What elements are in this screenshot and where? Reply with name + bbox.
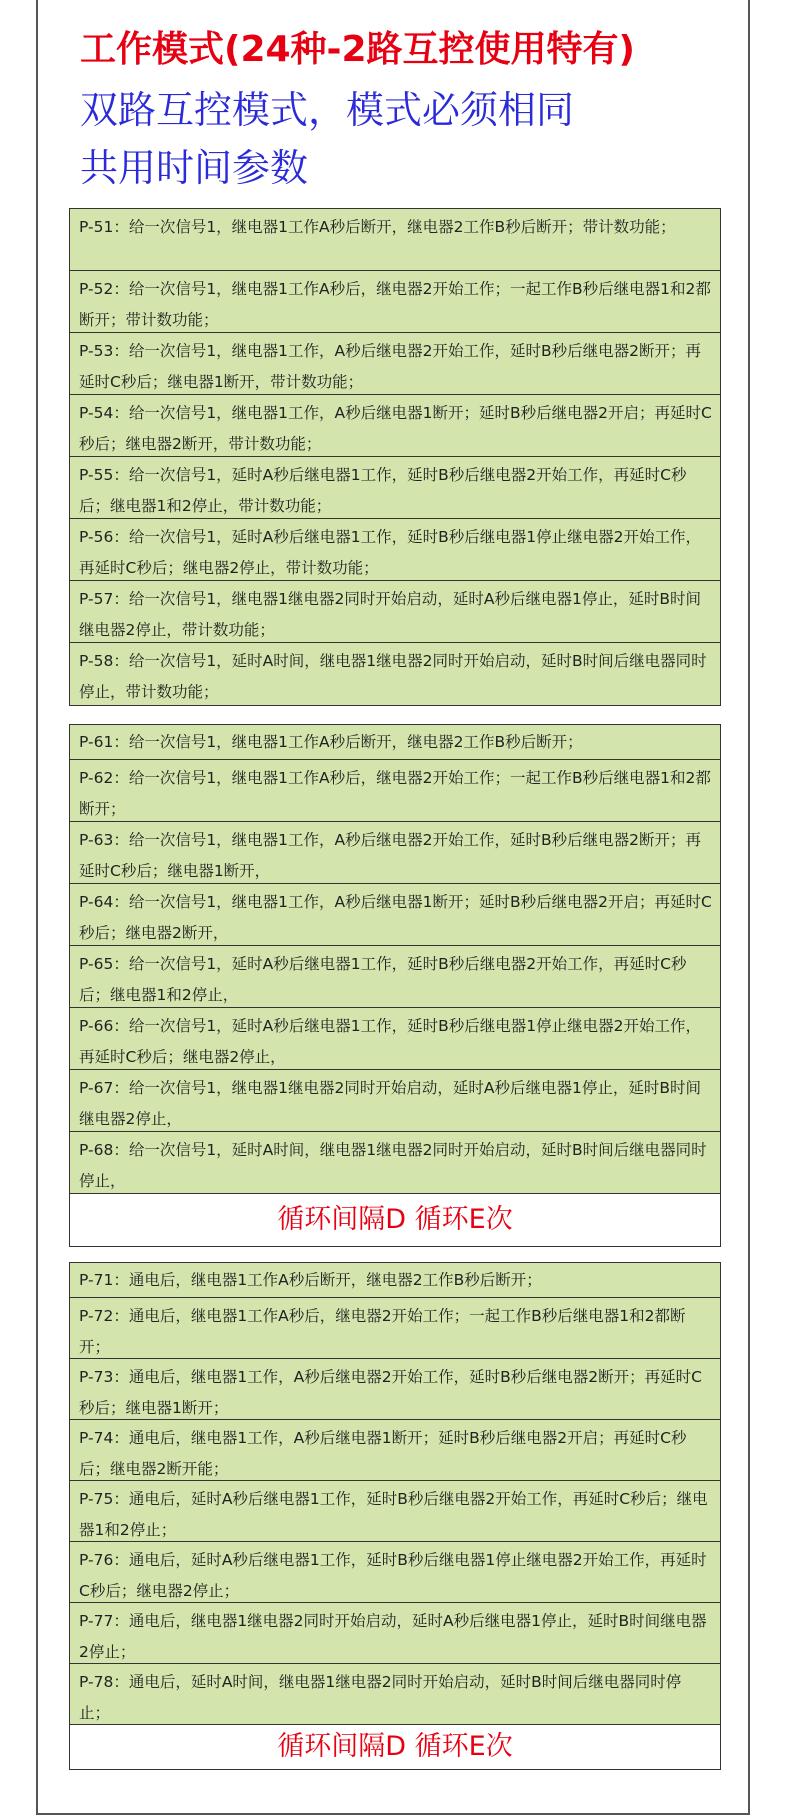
mode-row-p52: P-52：给一次信号1，继电器1工作A秒后，继电器2开始工作；一起工作B秒后继电器1和2都断开；带计数功能； xyxy=(70,271,720,333)
cycle-note-p60: 循环间隔D 循环E次 xyxy=(70,1194,720,1246)
mode-row-p57: P-57：给一次信号1，继电器1继电器2同时开始启动，延时A秒后继电器1停止，延时B时间继电器2停止，带计数功能； xyxy=(70,581,720,643)
mode-row-p62: P-62：给一次信号1，继电器1工作A秒后，继电器2开始工作；一起工作B秒后继电器1和2都断开； xyxy=(70,760,720,822)
mode-row-p56: P-56：给一次信号1，延时A秒后继电器1工作，延时B秒后继电器1停止继电器2开始工作，再延时C秒后；继电器2停止，带计数功能； xyxy=(70,519,720,581)
mode-row-p63: P-63：给一次信号1，继电器1工作，A秒后继电器2开始工作，延时B秒后继电器2断开；再延时C秒后；继电器1断开， xyxy=(70,822,720,884)
mode-row-p76: P-76：通电后，延时A秒后继电器1工作，延时B秒后继电器1停止继电器2开始工作，再延时C秒后；继电器2停止； xyxy=(70,1542,720,1603)
mode-table-p50 xyxy=(69,208,721,706)
header-title: 工作模式(24种-2路互控使用特有) xyxy=(80,29,635,70)
mode-row-p66: P-66：给一次信号1，延时A秒后继电器1工作，延时B秒后继电器1停止继电器2开始工作，再延时C秒后；继电器2停止， xyxy=(70,1008,720,1070)
mode-row-p73: P-73：通电后，继电器1工作，A秒后继电器2开始工作，延时B秒后继电器2断开；再延时C秒后；继电器1断开； xyxy=(70,1359,720,1420)
header-subtitle-same-mode: 双路互控模式，模式必须相同 xyxy=(80,88,575,132)
mode-row-p68: P-68：给一次信号1，延时A时间，继电器1继电器2同时开始启动，延时B时间后继电器同时停止， xyxy=(70,1132,720,1194)
mode-row-p58: P-58：给一次信号1，延时A时间，继电器1继电器2同时开始启动，延时B时间后继电器同时停止，带计数功能； xyxy=(70,643,720,705)
mode-row-p72: P-72：通电后，继电器1工作A秒后，继电器2开始工作；一起工作B秒后继电器1和2都断开； xyxy=(70,1298,720,1359)
mode-row-p54: P-54：给一次信号1，继电器1工作，A秒后继电器1断开；延时B秒后继电器2开启；再延时C秒后；继电器2断开，带计数功能； xyxy=(70,395,720,457)
mode-row-p78: P-78：通电后，延时A时间，继电器1继电器2同时开始启动，延时B时间后继电器同时停止； xyxy=(70,1664,720,1725)
mode-table-p60 xyxy=(69,724,721,1247)
mode-row-p53: P-53：给一次信号1，继电器1工作，A秒后继电器2开始工作，延时B秒后继电器2断开；再延时C秒后；继电器1断开，带计数功能； xyxy=(70,333,720,395)
header-subtitle-shared-time: 共用时间参数 xyxy=(80,146,309,190)
mode-row-p71: P-71：通电后，继电器1工作A秒后断开，继电器2工作B秒后断开； xyxy=(70,1263,720,1298)
mode-row-p74: P-74：通电后，继电器1工作，A秒后继电器1断开；延时B秒后继电器2开启；再延时C秒后；继电器2断开能； xyxy=(70,1420,720,1481)
mode-row-p64: P-64：给一次信号1，继电器1工作，A秒后继电器1断开；延时B秒后继电器2开启；再延时C秒后；继电器2断开， xyxy=(70,884,720,946)
mode-row-p55: P-55：给一次信号1，延时A秒后继电器1工作，延时B秒后继电器2开始工作，再延时C秒后；继电器1和2停止，带计数功能； xyxy=(70,457,720,519)
mode-row-p61: P-61：给一次信号1，继电器1工作A秒后断开，继电器2工作B秒后断开； xyxy=(70,725,720,760)
mode-row-p75: P-75：通电后，延时A秒后继电器1工作，延时B秒后继电器2开始工作，再延时C秒后；继电器1和2停止； xyxy=(70,1481,720,1542)
cycle-note-p70: 循环间隔D 循环E次 xyxy=(70,1725,720,1769)
mode-table-p70 xyxy=(69,1262,721,1770)
mode-row-p67: P-67：给一次信号1，继电器1继电器2同时开始启动，延时A秒后继电器1停止，延时B时间继电器2停止， xyxy=(70,1070,720,1132)
mode-row-p51: P-51：给一次信号1，继电器1工作A秒后断开，继电器2工作B秒后断开；带计数功能； xyxy=(70,209,720,271)
mode-row-p65: P-65：给一次信号1，延时A秒后继电器1工作，延时B秒后继电器2开始工作，再延时C秒后；继电器1和2停止， xyxy=(70,946,720,1008)
mode-row-p77: P-77：通电后，继电器1继电器2同时开始启动，延时A秒后继电器1停止，延时B时间继电器2停止； xyxy=(70,1603,720,1664)
